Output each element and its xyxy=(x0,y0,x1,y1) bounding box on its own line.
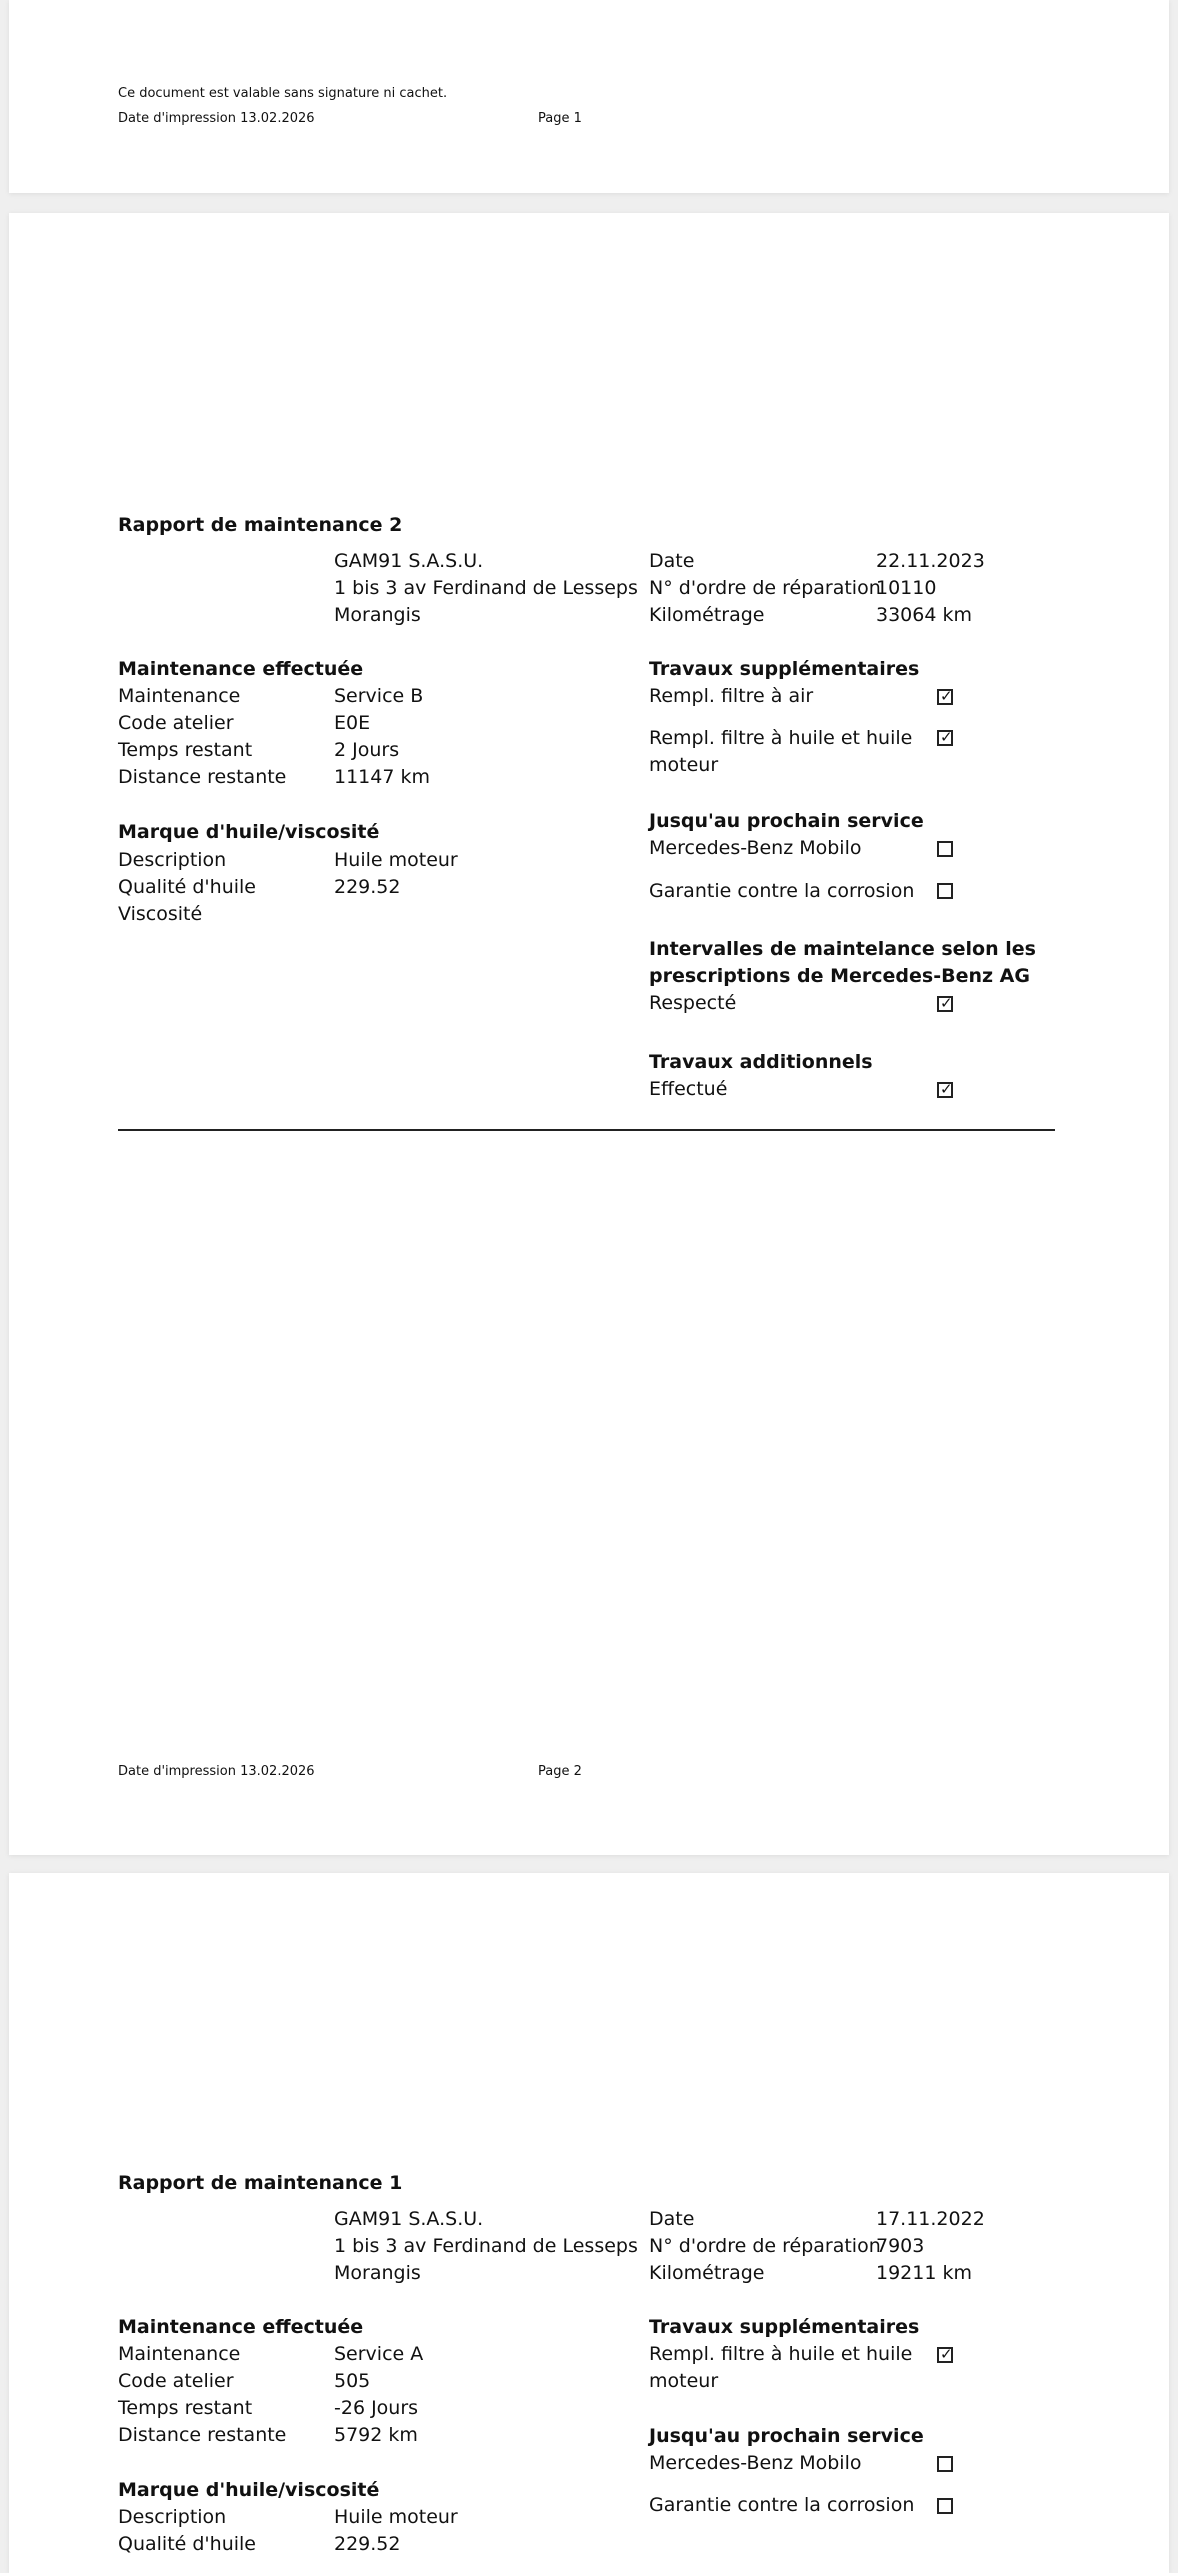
oil-description-label: Description xyxy=(118,849,227,871)
distance-label: Distance restante xyxy=(118,766,287,788)
check-icon: ✓ xyxy=(940,687,953,705)
maintenance-label: Maintenance xyxy=(118,2343,241,2365)
oil-quality-value: 229.52 xyxy=(334,2533,401,2555)
checkbox-oil-filter xyxy=(937,730,953,746)
checkbox-corrosion xyxy=(937,2498,953,2514)
date-value: 17.11.2022 xyxy=(876,2208,985,2230)
checkbox-mobilo xyxy=(937,841,953,857)
distance-value: 11147 km xyxy=(334,766,430,788)
date-label: Date xyxy=(649,2208,695,2230)
extra-work-item-oil-filter-line2: moteur xyxy=(649,754,719,776)
km-value: 33064 km xyxy=(876,604,972,626)
checkbox-mobilo xyxy=(937,2456,953,2472)
checkbox-air-filter xyxy=(937,689,953,705)
workshop-city: Morangis xyxy=(334,2262,421,2284)
oil-quality-label: Qualité d'huile xyxy=(118,876,256,898)
oil-heading: Marque d'huile/viscosité xyxy=(118,821,380,843)
order-label: N° d'ordre de réparation xyxy=(649,577,881,599)
next-service-heading: Jusqu'au prochain service xyxy=(649,810,924,832)
next-service-mobilo: Mercedes-Benz Mobilo xyxy=(649,837,862,859)
maintenance-heading: Maintenance effectuée xyxy=(118,2316,364,2338)
code-label: Code atelier xyxy=(118,712,234,734)
next-service-heading: Jusqu'au prochain service xyxy=(649,2425,924,2447)
code-value: 505 xyxy=(334,2370,371,2392)
maintenance-value: Service A xyxy=(334,2343,424,2365)
report-title: Rapport de maintenance 1 xyxy=(118,2172,403,2194)
validity-note: Ce document est valable sans signature ni cachet. xyxy=(118,86,448,101)
next-service-mobilo: Mercedes-Benz Mobilo xyxy=(649,2452,862,2474)
report-title: Rapport de maintenance 2 xyxy=(118,514,403,536)
check-icon: ✓ xyxy=(940,2345,953,2363)
maintenance-heading: Maintenance effectuée xyxy=(118,658,364,680)
page-1 xyxy=(9,0,1169,193)
oil-description-value: Huile moteur xyxy=(334,2506,458,2528)
page-2 xyxy=(9,213,1169,1855)
workshop-name: GAM91 S.A.S.U. xyxy=(334,550,484,572)
order-value: 7903 xyxy=(876,2235,925,2257)
intervals-respected: Respecté xyxy=(649,992,737,1014)
page-3 xyxy=(9,1873,1169,2573)
time-label: Temps restant xyxy=(118,2397,253,2419)
intervals-heading-line1: Intervalles de maintelance selon les xyxy=(649,938,1036,960)
oil-description-value: Huile moteur xyxy=(334,849,458,871)
km-label: Kilométrage xyxy=(649,2262,765,2284)
page-number: Page 2 xyxy=(538,1764,582,1779)
extra-work-heading: Travaux supplémentaires xyxy=(649,658,920,680)
check-icon: ✓ xyxy=(940,1080,953,1098)
date-label: Date xyxy=(649,550,695,572)
oil-viscosity-label: Viscosité xyxy=(118,903,203,925)
oil-description-label: Description xyxy=(118,2506,227,2528)
next-service-corrosion: Garantie contre la corrosion xyxy=(649,2494,915,2516)
checkbox-additional-done xyxy=(937,1082,953,1098)
extra-work-item-oil-filter-line2: moteur xyxy=(649,2370,719,2392)
checkbox-respected xyxy=(937,996,953,1012)
date-value: 22.11.2023 xyxy=(876,550,985,572)
time-label: Temps restant xyxy=(118,739,253,761)
check-icon: ✓ xyxy=(940,728,953,746)
workshop-address: 1 bis 3 av Ferdinand de Lesseps xyxy=(334,2235,638,2257)
time-value: 2 Jours xyxy=(334,739,400,761)
intervals-heading-line2: prescriptions de Mercedes-Benz AG xyxy=(649,965,1030,987)
checkbox-corrosion xyxy=(937,883,953,899)
extra-work-heading: Travaux supplémentaires xyxy=(649,2316,920,2338)
next-service-corrosion: Garantie contre la corrosion xyxy=(649,880,915,902)
page-number: Page 1 xyxy=(538,111,582,126)
oil-heading: Marque d'huile/viscosité xyxy=(118,2479,380,2501)
print-date: Date d'impression 13.02.2026 xyxy=(118,1764,315,1779)
workshop-address: 1 bis 3 av Ferdinand de Lesseps xyxy=(334,577,638,599)
checkbox-oil-filter xyxy=(937,2347,953,2363)
oil-quality-value: 229.52 xyxy=(334,876,401,898)
extra-work-item-air-filter: Rempl. filtre à air xyxy=(649,685,814,707)
workshop-city: Morangis xyxy=(334,604,421,626)
order-label: N° d'ordre de réparation xyxy=(649,2235,881,2257)
check-icon: ✓ xyxy=(940,994,953,1012)
extra-work-item-oil-filter-line1: Rempl. filtre à huile et huile xyxy=(649,2343,913,2365)
maintenance-value: Service B xyxy=(334,685,424,707)
workshop-name: GAM91 S.A.S.U. xyxy=(334,2208,484,2230)
extra-work-item-oil-filter-line1: Rempl. filtre à huile et huile xyxy=(649,727,913,749)
km-label: Kilométrage xyxy=(649,604,765,626)
code-value: E0E xyxy=(334,712,371,734)
oil-quality-label: Qualité d'huile xyxy=(118,2533,256,2555)
distance-value: 5792 km xyxy=(334,2424,418,2446)
km-value: 19211 km xyxy=(876,2262,972,2284)
code-label: Code atelier xyxy=(118,2370,234,2392)
maintenance-label: Maintenance xyxy=(118,685,241,707)
distance-label: Distance restante xyxy=(118,2424,287,2446)
section-divider xyxy=(118,1129,1055,1131)
time-value: -26 Jours xyxy=(334,2397,419,2419)
additional-work-done: Effectué xyxy=(649,1078,728,1100)
order-value: 10110 xyxy=(876,577,937,599)
print-date: Date d'impression 13.02.2026 xyxy=(118,111,315,126)
additional-work-heading: Travaux additionnels xyxy=(649,1051,873,1073)
